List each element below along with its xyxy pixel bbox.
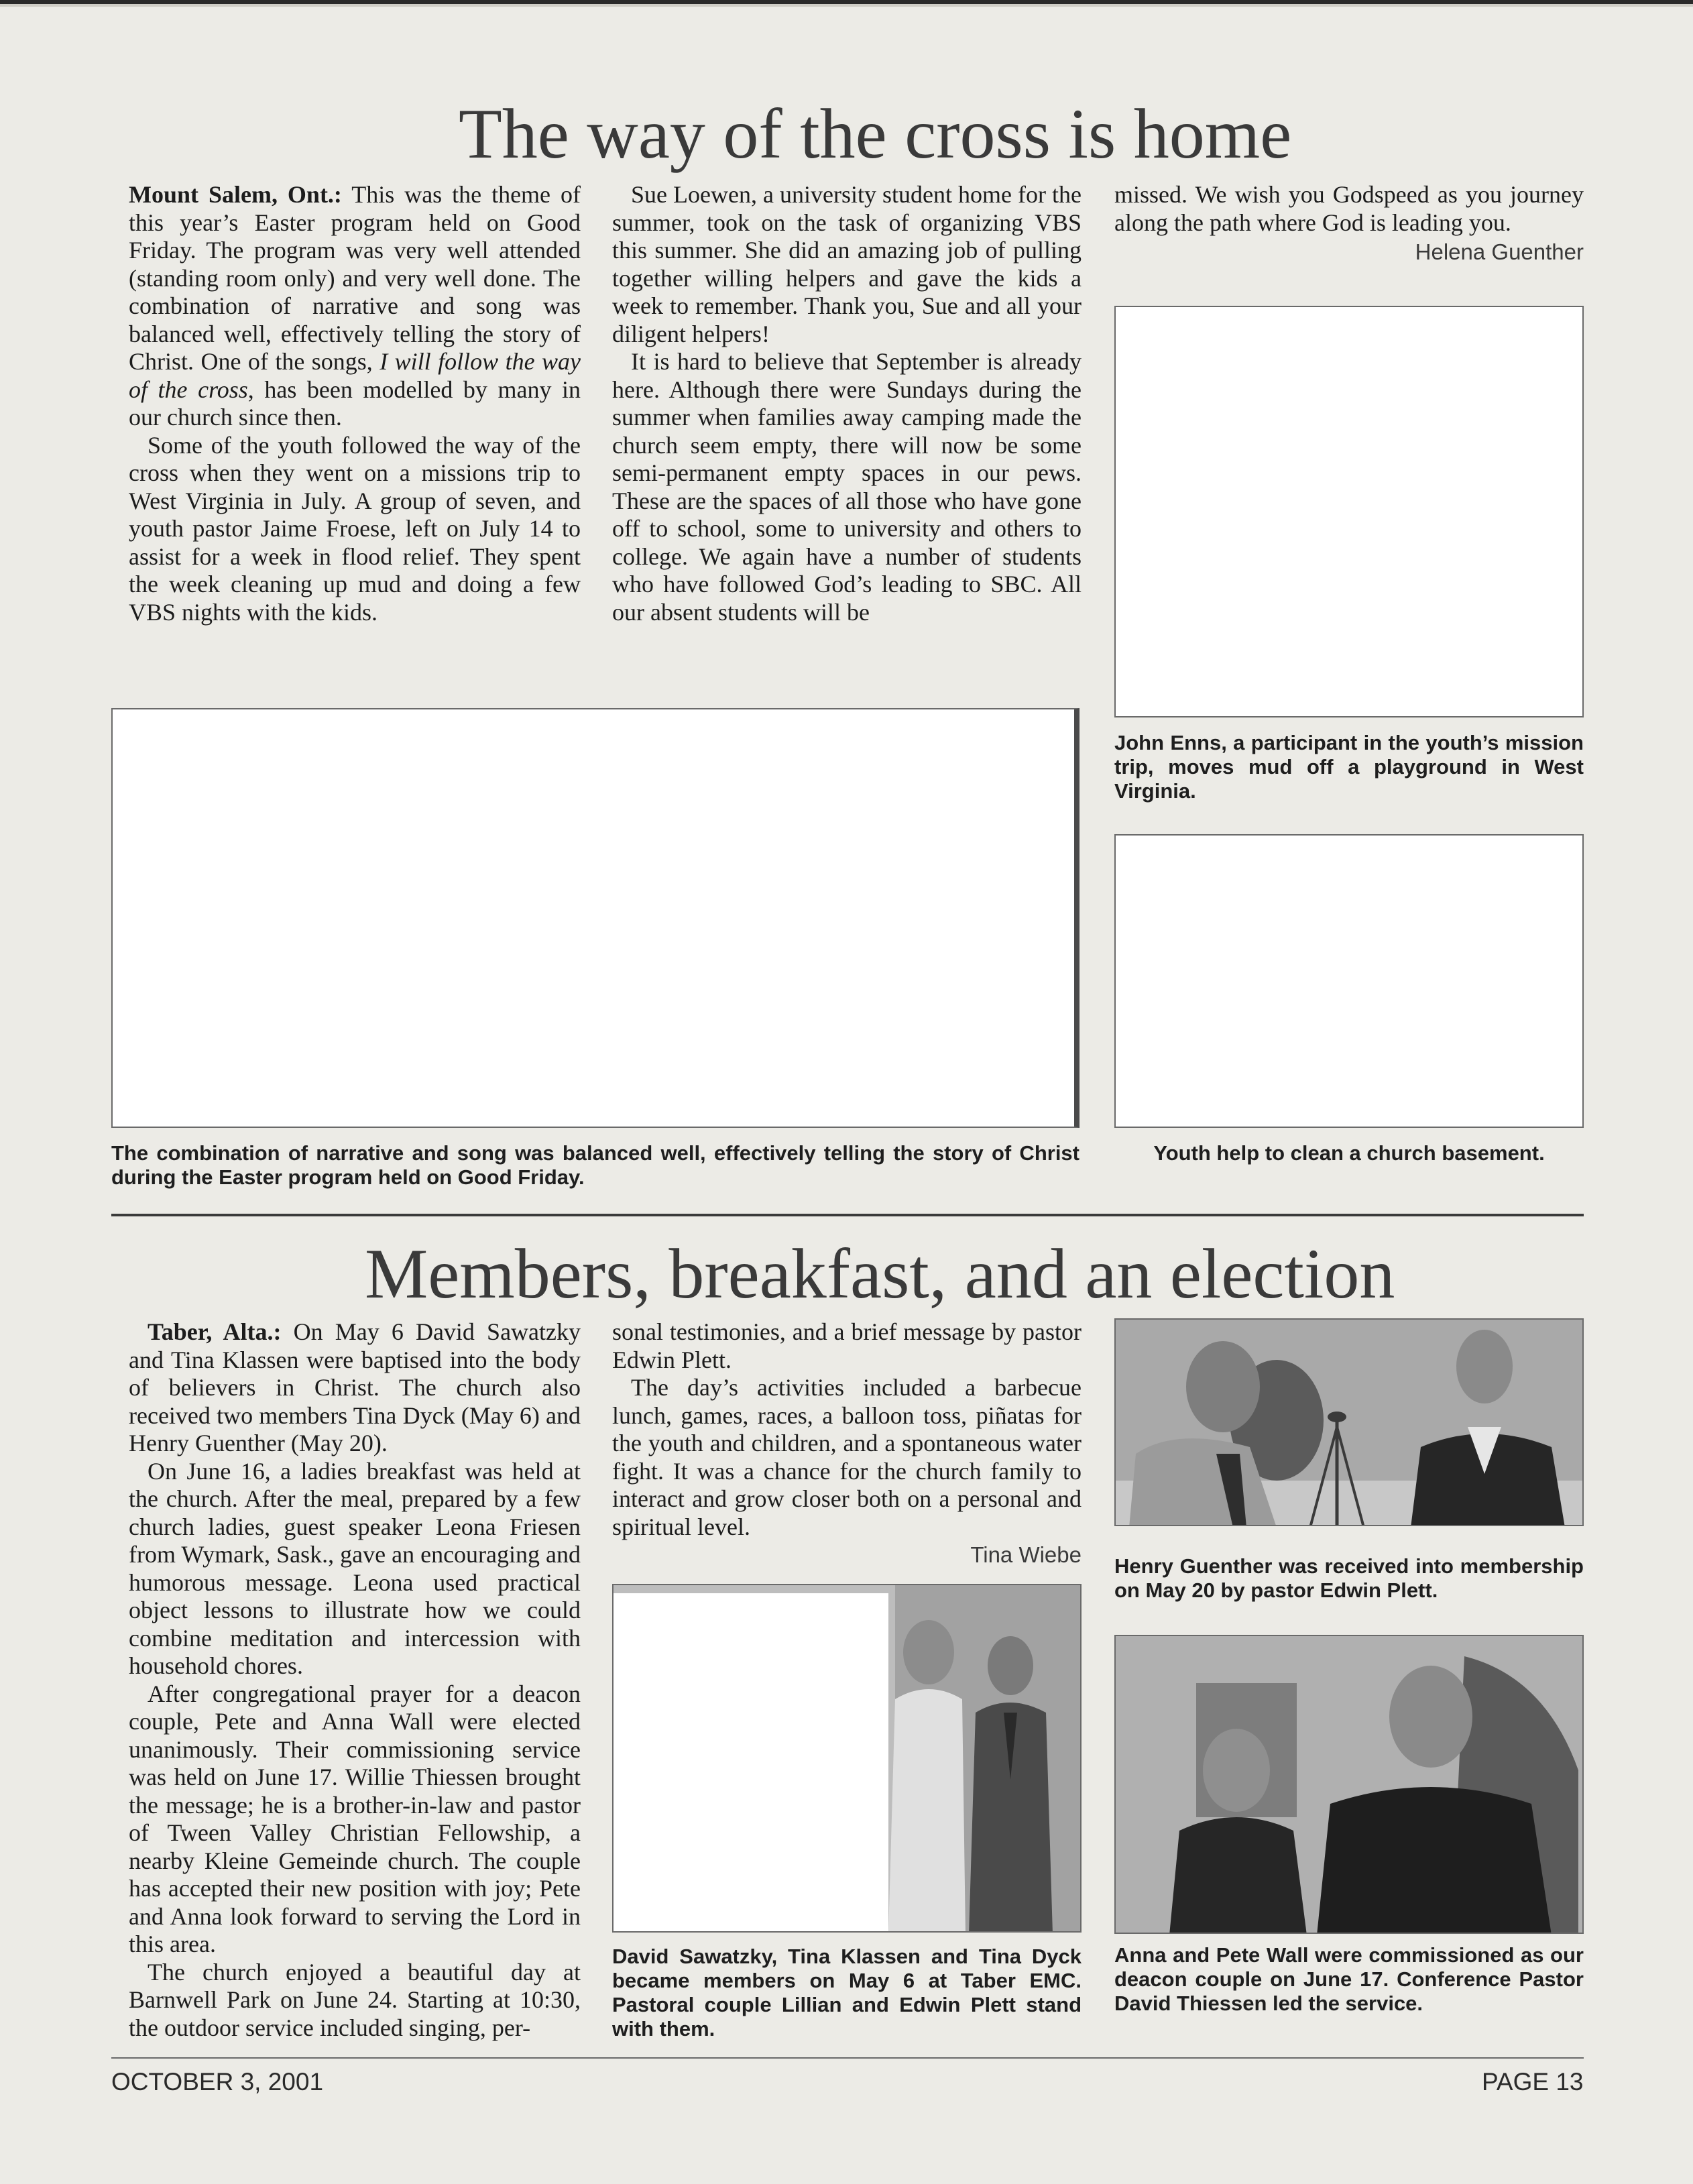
article2-paragraph: After congregational prayer for a deacon couple, Pete and Anna Wall were elected unanimously. Their commissioning service was held on June 17. Willie Thiessen brought the message; he is a brother-in-law and pastor of Tween Valley Christian Fellowship, a nearby Kleine Gemeinde church. The couple has accepted their new position with joy; Pete and Anna look forward to serving the Lord in this area. bbox=[129, 1680, 581, 1957]
henry-guenther-caption: Henry Guenther was received into membership on May 20 by pastor Edwin Plett. bbox=[1114, 1554, 1584, 1602]
article1-column-3 bbox=[1114, 181, 1584, 266]
easter-program-photo bbox=[111, 708, 1079, 1128]
henry-guenther-photo-art bbox=[1116, 1320, 1584, 1526]
henry-guenther-photo bbox=[1114, 1318, 1584, 1526]
article1-headline: The way of the cross is home bbox=[459, 95, 1292, 173]
deacon-couple-photo bbox=[1114, 1635, 1584, 1934]
article1-byline: Helena Guenther bbox=[1415, 239, 1584, 264]
article2-paragraph: On June 16, a ladies breakfast was held at the church. After the meal, prepared by a few church ladies, guest speaker Leona Friesen from Wymark, Sask., gave an encouraging and humorous message. Leona used practical object lessons to illustrate how we could combine meditation and intercession with household chores. bbox=[129, 1457, 581, 1679]
article1-paragraph: Mount Salem, Ont.: This was the theme of this year’s Easter program held on Good Friday. The program was very well attended (standing room only) and very well done. The combination of narrative and song was balanced well, effectively telling the story of Christ. One of the songs, I will follow the way of the cross, has been modelled by many in our church since then. bbox=[129, 181, 581, 430]
article1-paragraph: Sue Loewen, a university student home for the summer, took on the task of organizing VBS this summer. She did an amazing job of pulling together willing helpers and gave the kids a week to remember. Thank you, Sue and all your diligent helpers! bbox=[612, 181, 1082, 347]
article1-column-2 bbox=[612, 181, 1082, 626]
song-title: I will follow the way of the cross bbox=[129, 348, 581, 403]
article2-column-1 bbox=[129, 1318, 581, 2042]
footer-rule bbox=[111, 2057, 1584, 2059]
article2-paragraph: sonal testimonies, and a brief message by pastor Edwin Plett. bbox=[612, 1318, 1082, 1373]
article2-paragraph: The day’s activities included a barbecue lunch, games, races, a balloon toss, piñatas for the youth and children, and a spontaneous water fight. It was a chance for the church family to interact and grow closer both on a personal and spiritual level. bbox=[612, 1374, 1082, 1540]
church-basement-photo bbox=[1114, 834, 1584, 1128]
issue-date: OCTOBER 3, 2001 bbox=[111, 2068, 324, 2095]
article2-paragraph: The church enjoyed a beautiful day at Barnwell Park on June 24. Starting at 10:30, the outdoor service included singing, per- bbox=[129, 1958, 581, 2041]
new-members-caption: David Sawatzky, Tina Klassen and Tina Dyck became members on May 6 at Taber EMC. Pastoral couple Lillian and Edwin Plett stand with them. bbox=[612, 1945, 1082, 2041]
article1-paragraph: missed. We wish you Godspeed as you journey along the path where God is leading you. bbox=[1114, 181, 1584, 236]
deacon-couple-caption: Anna and Pete Wall were commissioned as our deacon couple on June 17. Conference Pastor David Thiessen led the service. bbox=[1114, 1943, 1584, 2015]
section-divider bbox=[111, 1214, 1584, 1216]
article1-column-1 bbox=[129, 181, 581, 626]
article2-column-2 bbox=[612, 1318, 1082, 1569]
page-top-shadow bbox=[0, 4, 1693, 7]
mission-trip-photo bbox=[1114, 306, 1584, 717]
page-number: PAGE 13 bbox=[1482, 2068, 1584, 2095]
article2-headline: Members, breakfast, and an election bbox=[365, 1234, 1395, 1313]
deacon-couple-photo-art bbox=[1116, 1636, 1584, 1934]
photo-blank-inset bbox=[614, 1593, 888, 1933]
article1-paragraph: It is hard to believe that September is already here. Although there were Sundays during the summer when families away camping made the church seem empty, there will now be some semi-permanent empty spaces in our pews. These are the spaces of all those who have gone off to school, some to university and others to college. We again have a number of students who have followed God’s leading to SBC. All our absent students will be bbox=[612, 348, 1082, 626]
article2-byline: Tina Wiebe bbox=[970, 1542, 1082, 1567]
article2-paragraph: Taber, Alta.: On May 6 David Sawatzky and Tina Klassen were baptised into the body of believers in Christ. The church also received two members Tina Dyck (May 6) and Henry Guenther (May 20). bbox=[129, 1318, 581, 1456]
article1-paragraph: Some of the youth followed the way of the cross when they went on a missions trip to West Virginia in July. A group of seven, and youth pastor Jaime Froese, left on July 14 to assist for a week in flood relief. They spent the week cleaning up mud and doing a few VBS nights with the kids. bbox=[129, 431, 581, 626]
easter-program-caption: The combination of narrative and song was balanced well, effectively telling the story of Christ during the Easter program held on Good Friday. bbox=[111, 1141, 1079, 1189]
mission-trip-caption: John Enns, a participant in the youth’s mission trip, moves mud off a playground in West Virginia. bbox=[1114, 731, 1584, 803]
article2-dateline: Taber, Alta.: bbox=[148, 1318, 282, 1345]
article1-dateline: Mount Salem, Ont.: bbox=[129, 181, 342, 208]
church-basement-caption: Youth help to clean a church basement. bbox=[1153, 1141, 1545, 1165]
new-members-photo bbox=[612, 1584, 1082, 1933]
